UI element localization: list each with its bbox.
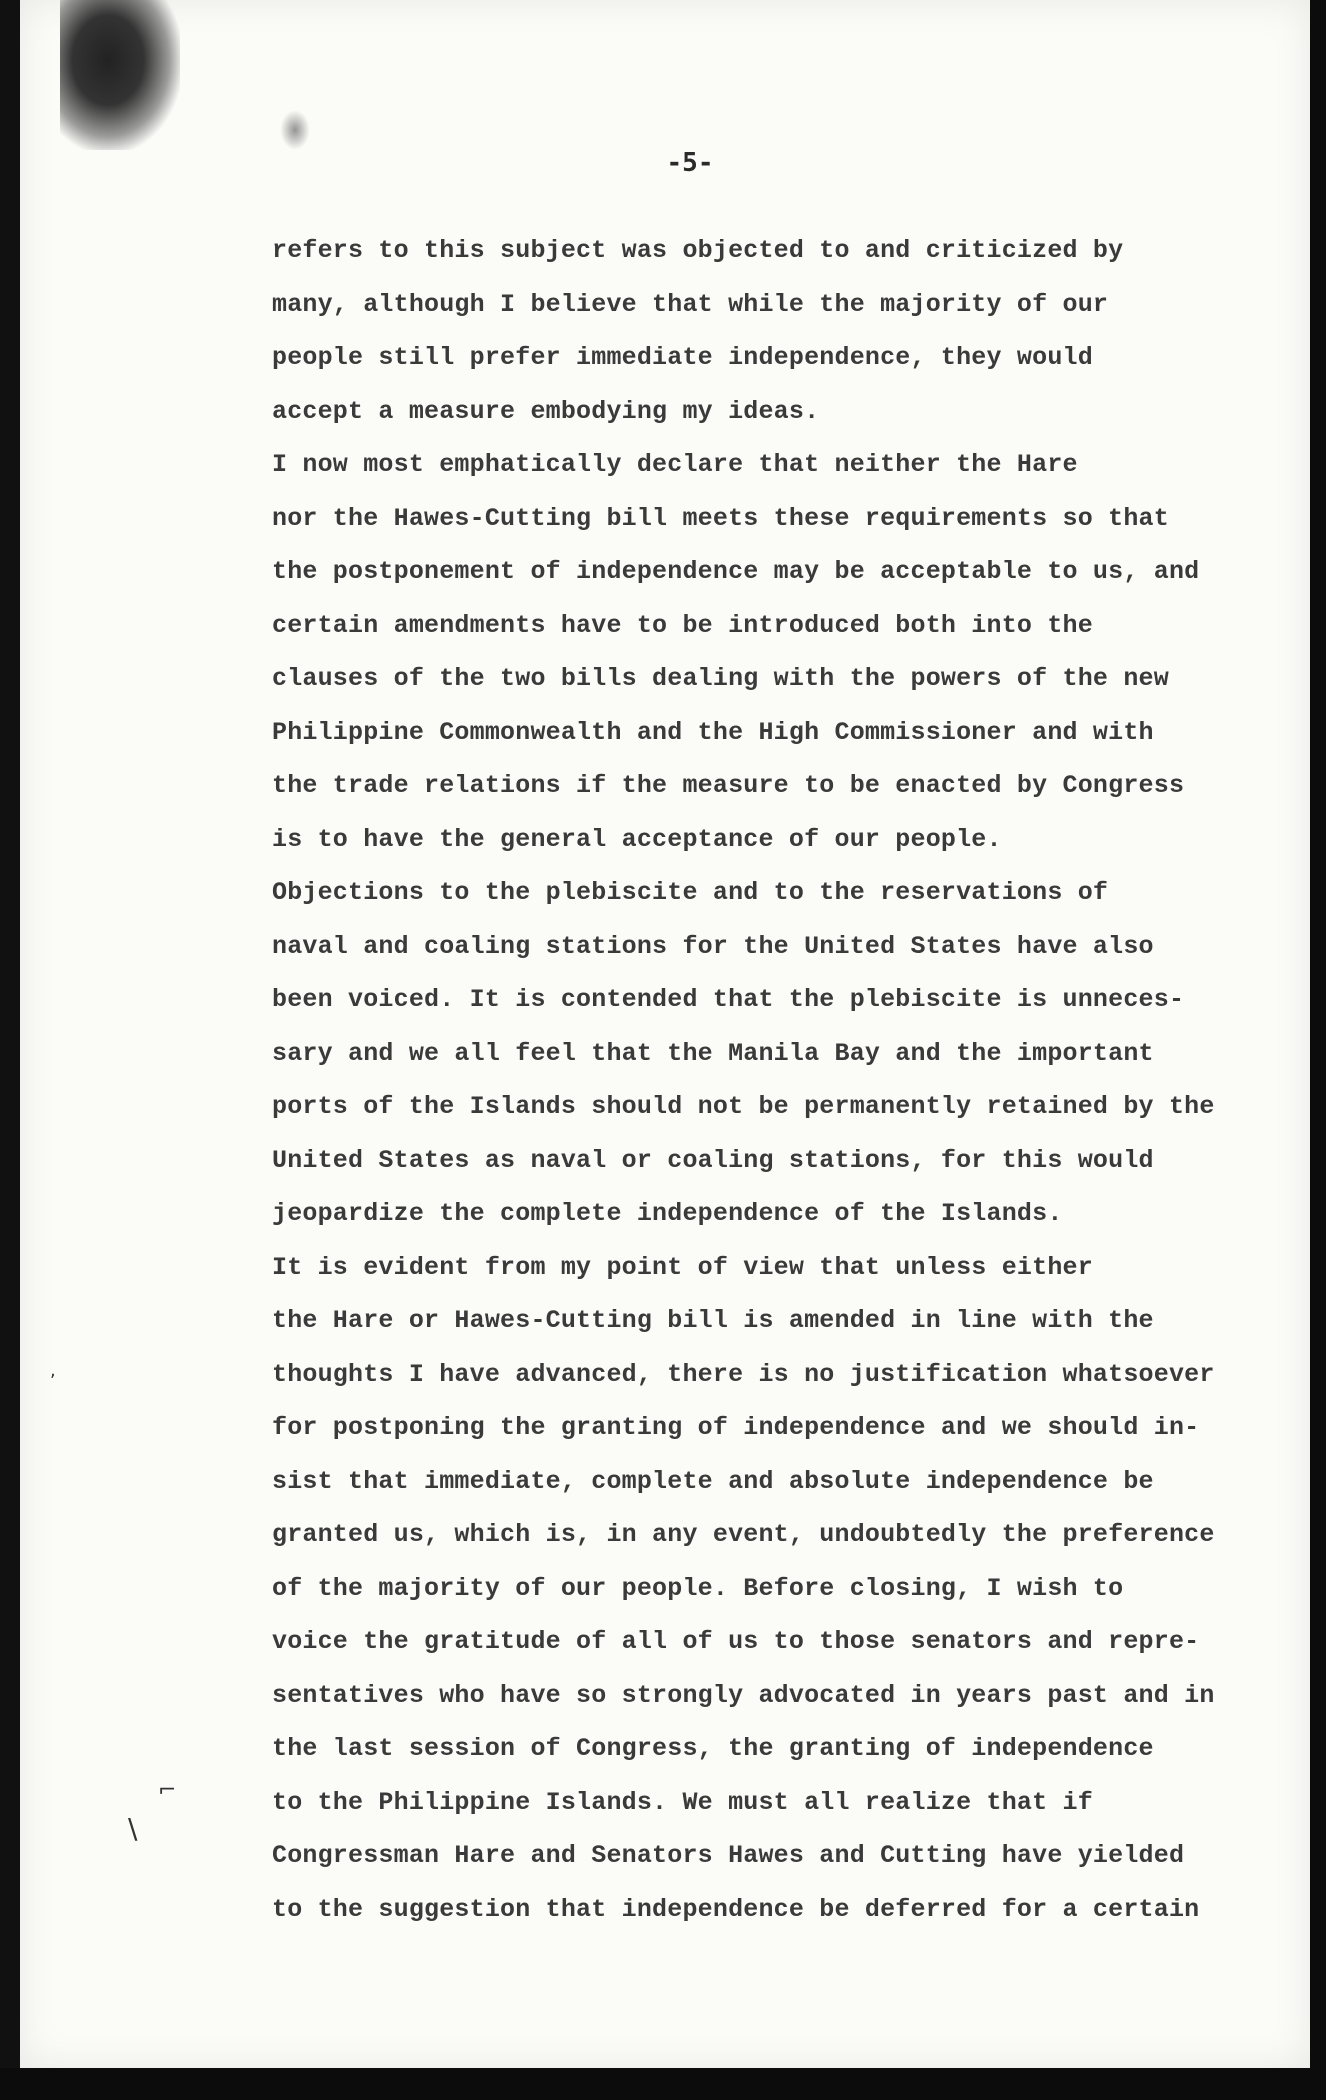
text-line: Congressman Hare and Senators Hawes and Cutting have yielded xyxy=(272,1841,1185,1870)
text-line: sentatives who have so strongly advocated in years past and in xyxy=(272,1680,1215,1710)
text-line: people still prefer immediate independence, they would xyxy=(272,343,1093,372)
text-line: the postponement of independence may be acceptable to us, and xyxy=(272,557,1200,586)
page-body xyxy=(272,224,1272,1936)
ink-speck xyxy=(280,110,310,150)
text-line: thoughts I have advanced, there is no justification whatsoever xyxy=(272,1359,1215,1389)
text-line: sist that immediate, complete and absolute independence be xyxy=(272,1466,1154,1496)
text-line: sary and we all feel that the Manila Bay and the important xyxy=(272,1038,1154,1068)
text-line: to the Philippine Islands. We must all realize that if xyxy=(272,1787,1093,1817)
text-line: many, although I believe that while the majority of our xyxy=(272,289,1109,319)
text-line: the Hare or Hawes-Cutting bill is amended in line with the xyxy=(272,1306,1154,1335)
text-line: ports of the Islands should not be permanently retained by the xyxy=(272,1092,1215,1121)
text-line: United States as naval or coaling stations, for this would xyxy=(272,1145,1154,1175)
text-line: been voiced. It is contended that the plebiscite is unneces- xyxy=(272,985,1185,1014)
typewritten-page xyxy=(20,0,1310,2068)
ink-smudge xyxy=(60,0,180,150)
text-line: Objections to the plebiscite and to the reservations of xyxy=(272,878,1109,907)
stray-mark: ⌐ xyxy=(158,1778,177,1803)
text-line: granted us, which is, in any event, undoubtedly the preference xyxy=(272,1520,1215,1549)
stray-mark: \ xyxy=(128,1812,138,1845)
text-line: Philippine Commonwealth and the High Commissioner and with xyxy=(272,717,1154,747)
text-line: nor the Hawes-Cutting bill meets these requirements so that xyxy=(272,503,1169,533)
stray-mark: , xyxy=(50,1360,56,1381)
text-line: of the majority of our people. Before closing, I wish to xyxy=(272,1573,1124,1603)
scan-edge xyxy=(0,2068,1326,2100)
text-line: voice the gratitude of all of us to those senators and repre- xyxy=(272,1627,1200,1656)
text-line: naval and coaling stations for the United States have also xyxy=(272,931,1154,961)
scan-edge xyxy=(1310,0,1326,2100)
page-number: -5- xyxy=(666,148,714,178)
text-line: is to have the general acceptance of our people. xyxy=(272,824,1002,854)
text-line: I now most emphatically declare that neither the Hare xyxy=(272,450,1078,479)
text-line: for postponing the granting of independence and we should in- xyxy=(272,1413,1200,1442)
text-line: jeopardize the complete independence of the Islands. xyxy=(272,1199,1063,1228)
text-line: certain amendments have to be introduced both into the xyxy=(272,610,1093,640)
text-line: accept a measure embodying my ideas. xyxy=(272,396,820,426)
text-line: refers to this subject was objected to and criticized by xyxy=(272,236,1124,265)
text-line: the last session of Congress, the granting of independence xyxy=(272,1734,1154,1763)
text-line: the trade relations if the measure to be enacted by Congress xyxy=(272,771,1185,800)
text-line: to the suggestion that independence be deferred for a certain xyxy=(272,1894,1200,1924)
text-line: clauses of the two bills dealing with the powers of the new xyxy=(272,664,1169,693)
text-line: It is evident from my point of view that unless either xyxy=(272,1252,1093,1282)
